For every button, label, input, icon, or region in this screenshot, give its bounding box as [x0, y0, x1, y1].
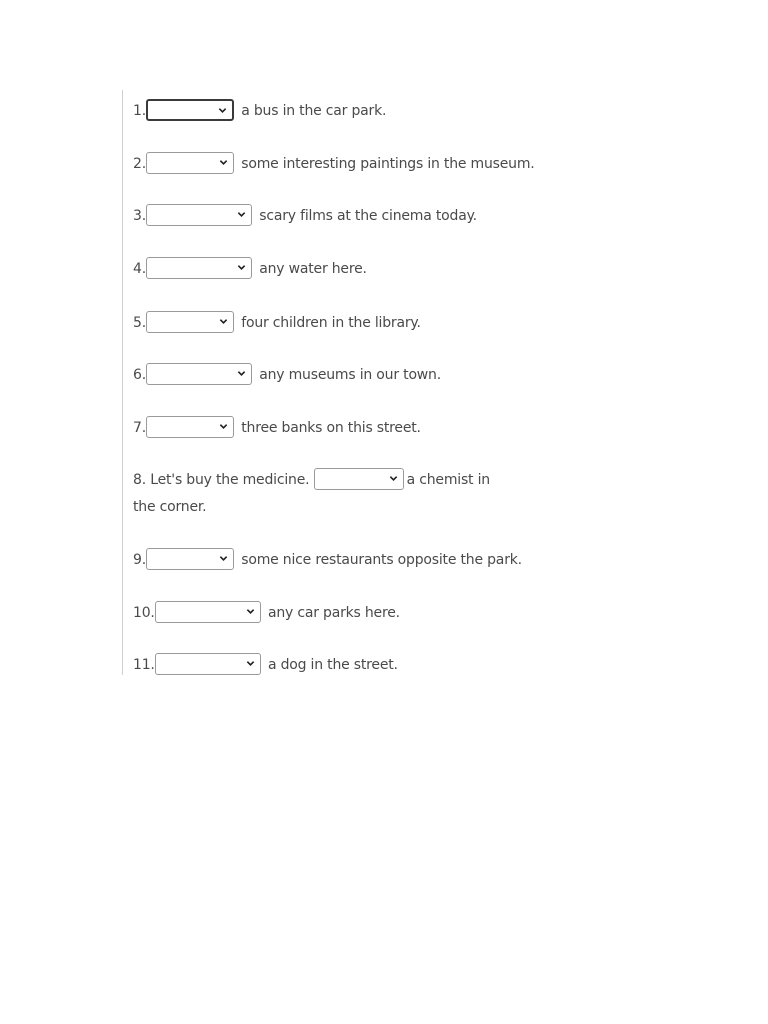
chevron-down-icon [389, 474, 398, 483]
question-text: a chemist in the corner. [133, 472, 490, 515]
question-2 [133, 153, 535, 175]
question-11 [133, 654, 398, 676]
question-9 [133, 549, 522, 571]
question-number: 6. [133, 367, 146, 383]
question-10 [133, 602, 400, 624]
answer-select-10[interactable] [155, 601, 261, 623]
answer-select-8[interactable] [314, 468, 404, 490]
question-number: 4. [133, 261, 146, 277]
question-number: 2. [133, 156, 146, 172]
question-text: some nice restaurants opposite the park. [241, 552, 522, 568]
question-5 [133, 312, 421, 334]
question-number: 11. [133, 657, 155, 673]
question-text: four children in the library. [241, 315, 421, 331]
question-7 [133, 417, 421, 439]
question-number: 9. [133, 552, 146, 568]
answer-select-1[interactable] [146, 99, 234, 121]
question-number: 10. [133, 605, 155, 621]
answer-select-5[interactable] [146, 311, 234, 333]
answer-select-4[interactable] [146, 257, 252, 279]
answer-select-9[interactable] [146, 548, 234, 570]
answer-select-3[interactable] [146, 204, 252, 226]
answer-select-7[interactable] [146, 416, 234, 438]
question-1 [133, 100, 386, 122]
question-text: a bus in the car park. [241, 103, 387, 119]
chevron-down-icon [246, 659, 255, 668]
question-number: 7. [133, 420, 146, 436]
chevron-down-icon [219, 422, 228, 431]
question-6 [133, 364, 441, 386]
question-4 [133, 258, 367, 280]
question-text: three banks on this street. [241, 420, 421, 436]
answer-select-11[interactable] [155, 653, 261, 675]
worksheet [122, 90, 535, 675]
answer-select-6[interactable] [146, 363, 252, 385]
question-3 [133, 205, 477, 227]
chevron-down-icon [237, 369, 246, 378]
question-text: any museums in our town. [259, 367, 441, 383]
chevron-down-icon [237, 210, 246, 219]
chevron-down-icon [246, 607, 255, 616]
question-number: 8. [133, 472, 146, 488]
answer-select-2[interactable] [146, 152, 234, 174]
chevron-down-icon [237, 263, 246, 272]
question-number: 1. [133, 103, 146, 119]
question-number: 3. [133, 208, 146, 224]
question-8 [133, 467, 513, 521]
chevron-down-icon [218, 106, 227, 115]
question-text: some interesting paintings in the museum. [241, 156, 535, 172]
question-prefix: Let's buy the medicine. [150, 472, 310, 488]
question-text: a dog in the street. [267, 657, 398, 673]
chevron-down-icon [219, 317, 228, 326]
question-text: scary films at the cinema today. [259, 208, 477, 224]
chevron-down-icon [219, 158, 228, 167]
question-text: any water here. [259, 261, 367, 277]
chevron-down-icon [219, 554, 228, 563]
question-text: any car parks here. [267, 605, 400, 621]
question-number: 5. [133, 315, 146, 331]
